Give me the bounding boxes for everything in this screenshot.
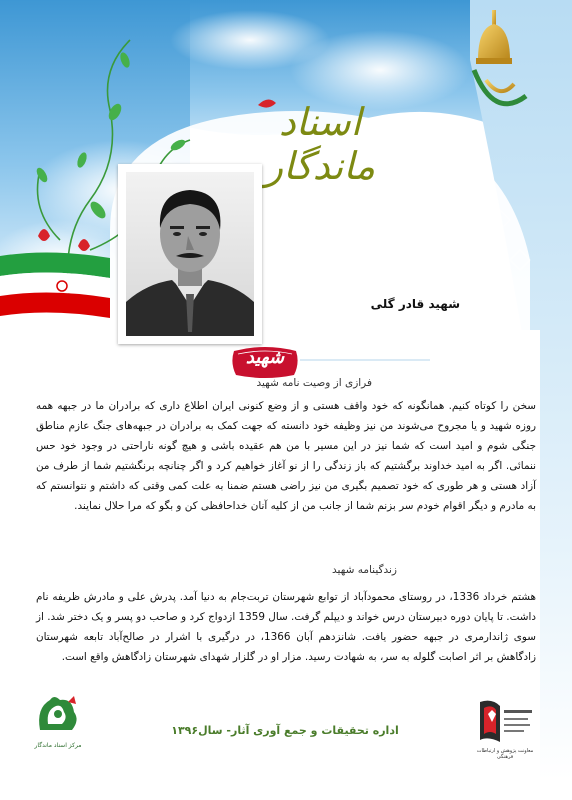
- badge-label: شهید: [245, 347, 285, 368]
- hand-emblem-icon: [28, 690, 88, 742]
- biography-section-text: هشتم خرداد 1336، در روستای محمودآباد از توابع شهرستان تربت‌جام به دنیا آمد. پدرش علی و مادرش ظریفه نام داشت. تا پایان دوره دبیرستان درس خواند و دیپلم گرفت. سال 1359 ازدواج کرد و صاحب دو پسر و یک دختر شد. از سوی ژاندارمری در جبهه حضور یافت. شانزدهم آبان 1366، در درگیری با اشرار در صالح‌آباد تابعه شهرستان زادگاهش بر اثر اصابت گلوله به سر، به شهادت رسید. مزار او در گلزار شهدای شهرستان زادگاهش واقع است.: [36, 591, 537, 663]
- left-logo-label: مرکز اسناد ماندگار: [34, 742, 82, 749]
- will-section-text: سخن را کوتاه کنیم. همانگونه که خود واقف هستی و از وضع کنونی ایران اطلاع داری که برادران ما در جبهه همه روزه شهید و یا مجروح می‌شوند من نیز وظیفه خود دانسته که جهت کمک به برادران در جبهه‌های جنگ عازم مناطق جنگی شوم و امید است که شما نیز در این مسیر با من هم عقیده باشی و هیچ گونه ناراحتی در وجود خود حس ننمائی. اگر به امید خداوند برگشتیم که باز زندگی را از نو آغاز خواهیم کرد و اگر چنانچه برنگشتیم شما از طرف من آزاد هستی و هر طوری که خود تصمیم بگیری من نیز راضی هستم ضمنا به علت کمی وقتی که داشتم و نتوانستم که به مادرم و دیگر اقوام خودم سر بزنم شما از جانب من از کلیه آنان خداحافظی کن و بگو که مرا حلال نمایند.: [36, 400, 536, 512]
- martyr-badge: [230, 345, 300, 379]
- right-logo-label: معاونت پژوهش و ارتباطات فرهنگی: [476, 748, 534, 760]
- biography-section-heading: زندگینامه شهید: [332, 564, 397, 576]
- martyr-photo-frame: [118, 164, 262, 344]
- page-title: اسناد ماندگار: [264, 100, 376, 188]
- martyr-portrait-photo: [126, 172, 254, 336]
- left-organization-logo: [28, 690, 88, 760]
- martyr-name: شهید قادر گلی: [370, 297, 460, 311]
- foundation-emblem-icon: [470, 696, 540, 748]
- right-organization-logo: [470, 696, 540, 764]
- footer-caption: اداره تحقیقات و جمع آوری آثار- سال۱۳۹۶: [171, 724, 399, 737]
- will-section-heading: فرازی از وصیت نامه شهید: [256, 377, 372, 389]
